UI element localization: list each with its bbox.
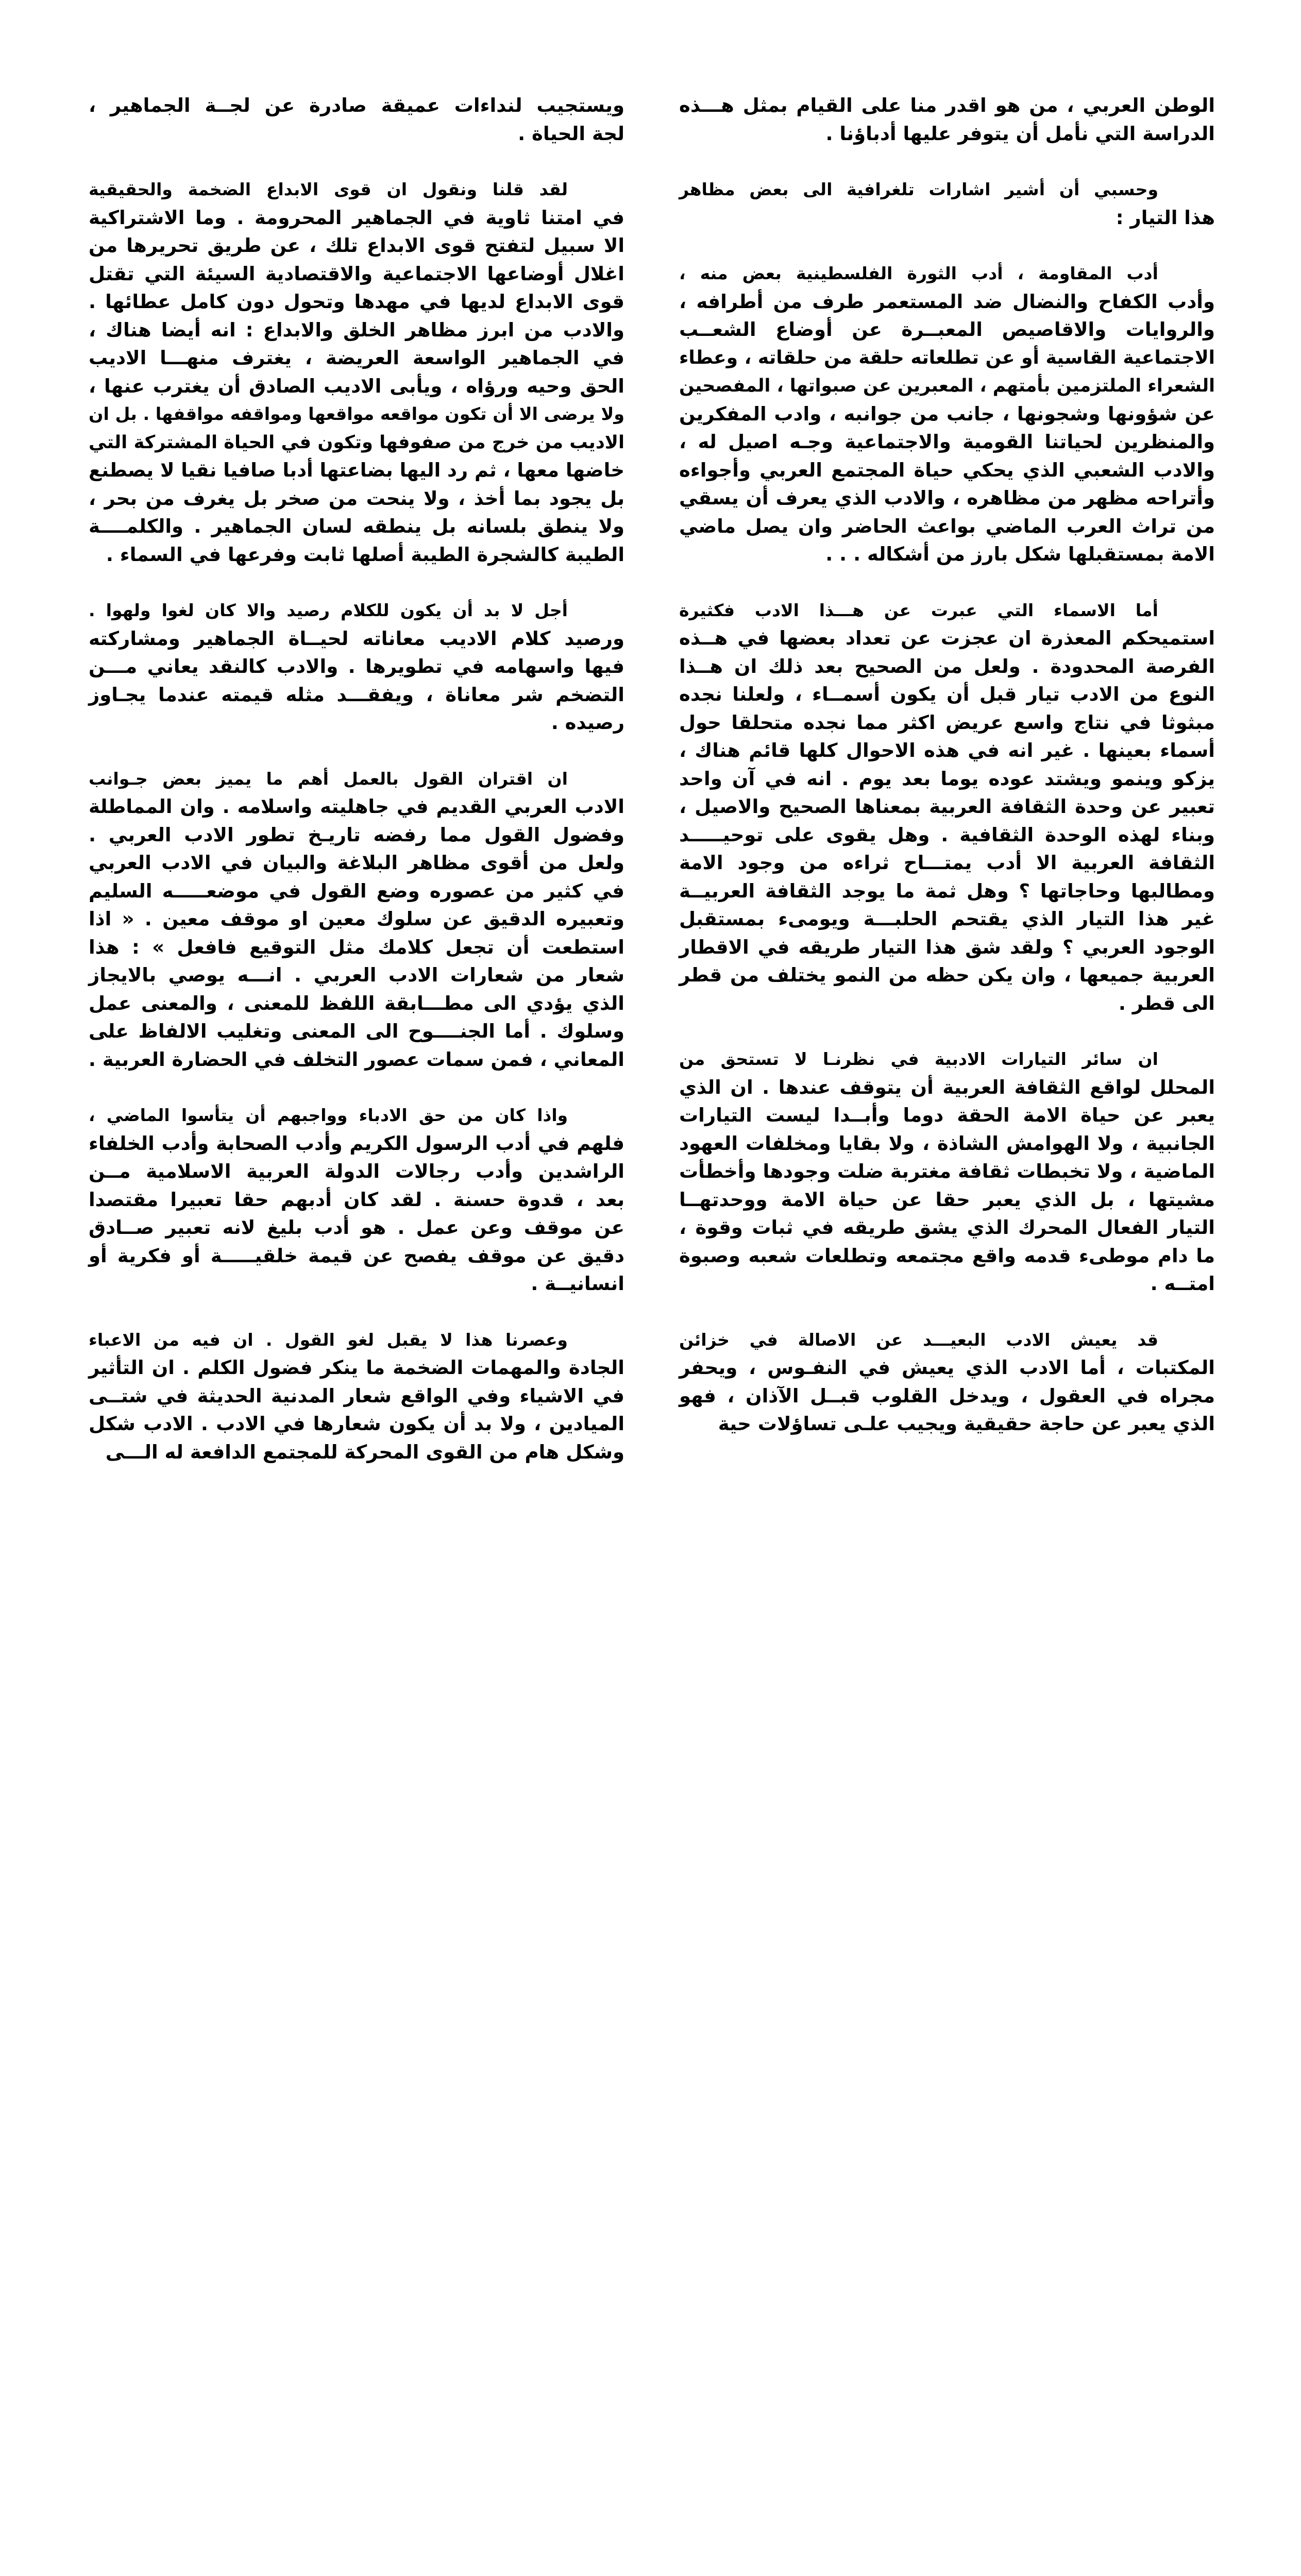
text-line: وأتراحه مظهر من مظاهره ، والادب الذي يعرف أن يسقي — [679, 487, 1215, 509]
text-line: لقد قلنا ونقول ان قوى الابداع الضخمة والحقيقية — [89, 179, 568, 199]
text-line: وحسبي أن أشير اشارات تلغرافية الى بعض مظاهر — [679, 179, 1158, 199]
paragraph — [679, 597, 1215, 1018]
paragraph — [89, 92, 624, 148]
text-line: ولا ينطق بلسانه بل ينطقه لسان الجماهير . والكلمــــة — [89, 515, 624, 537]
right-text-column — [679, 92, 1215, 1466]
text-line: والمنظرين لحياتنا القومية والاجتماعية وجـه اصيل له ، — [679, 431, 1215, 453]
text-line: الا سبيل لتفتح قوى الابداع تلك ، عن طريق تحريرها من — [89, 234, 624, 257]
text-line: والروايات والاقاصيص المعبــرة عن أوضاع الشعــب — [679, 318, 1215, 341]
text-line: بعد ، قدوة حسنة . لقد كان أدبهم حقا تعبيرا مقتصدا — [89, 1188, 624, 1211]
text-line: الاجتماعية القاسية أو عن تطلعاته حلقة من حلقاته ، وعطاء — [679, 347, 1215, 368]
text-line: الحق وحيه ورؤاه ، ويأبى الاديب الصادق أن يغترب عنها ، — [89, 375, 624, 397]
text-line: وتعبيره الدقيق عن سلوك معين او موقف معين . « اذا — [89, 908, 624, 930]
text-line: الجانبية ، ولا الهوامش الشاذة ، ولا بقايا ومخلفات العهود — [679, 1132, 1215, 1155]
paragraph — [89, 597, 624, 737]
text-line: وعصرنا هذا لا يقبل لغو القول . ان فيه من الاعباء — [89, 1329, 568, 1350]
text-line: خاضها معها ، ثم رد اليها بضاعتها أدبا صافيا نقيا لا يصطنع — [89, 459, 624, 481]
text-line: المحلل لواقع الثقافة العربية أن يتوقف عندها . ان الذي — [679, 1076, 1215, 1098]
paragraph — [679, 1045, 1215, 1298]
text-line: أدب المقاومة ، أدب الثورة الفلسطينية بعض منه ، — [679, 263, 1158, 283]
paragraph — [89, 176, 624, 569]
text-line: دقيق عن موقف يفصح عن قيمة خلقيـــــة أو فكرية أو — [89, 1244, 624, 1267]
text-line: ورصيد كلام الاديب معاناته لحيــاة الجماهير ومشاركته — [89, 627, 624, 650]
paragraph — [679, 1326, 1215, 1438]
text-line: الوطن العربي ، من هو اقدر منا على القيام بمثل هـــذه — [679, 94, 1215, 116]
text-line: التضخم شر معاناة ، ويفقـــد مثله قيمته عندما يجـاوز — [89, 683, 624, 706]
text-line: اغلال أوضاعها الاجتماعية والاقتصادية السيئة التي تقتل — [89, 262, 624, 285]
text-line: الذي يعبر عن حاجة حقيقية ويجيب علـى تساؤلات حية — [718, 1413, 1215, 1435]
left-text-column — [89, 92, 624, 1494]
text-line: ومطالبها وحاجاتها ؟ وهل ثمة ما يوجد الثقافة العربيــة — [679, 879, 1215, 902]
text-line: غير هذا التيار الذي يقتحم الحلبـــة ويومىء بمستقبل — [679, 908, 1215, 930]
text-line: يزكو وينمو ويشتد عوده يوما بعد يوم . انه في آن واحد — [679, 767, 1215, 790]
text-line: المكتبات ، أما الادب الذي يعيش في النفـوس ، ويحفر — [679, 1357, 1215, 1379]
text-line: بل يجود بما أخذ ، ولا ينحت من صخر بل يغرف من بحر ، — [89, 487, 624, 510]
page-footer — [0, 1613, 1301, 1654]
text-line: ولا يرضى الا أن تكون مواقعه مواقعها ومواقفه مواقفها . بل ان — [89, 404, 624, 424]
paragraph — [89, 1326, 624, 1467]
text-line: فلهم في أدب الرسول الكريم وأدب الصحابة وأدب الخلفاء — [89, 1132, 624, 1155]
text-line: الذي يؤدي الى مطـــابقة اللفظ للمعنى ، والمعنى عمل — [89, 992, 624, 1014]
text-line: التيار الفعال المحرك الذي يشق طريقه في ثبات وقوة ، — [679, 1216, 1215, 1239]
text-line: الميادين ، ولا بد أن يكون شعارها في الادب . الادب شكل — [89, 1413, 624, 1435]
text-line: مبثوثا في نتاج واسع عريض اكثر مما نجده متحلقا حول — [679, 711, 1215, 734]
text-line: من تراث العرب الماضي بواعث الحاضر وان يصل ماضي — [679, 515, 1215, 537]
text-line: شعار من شعارات الادب العربي . انـــه يوصي بالايجاز — [89, 964, 624, 986]
text-line: امتــه . — [1150, 1273, 1215, 1295]
text-line: أسماء بعينها . غير انه في هذه الاحوال كلها قائم هناك ، — [679, 739, 1215, 761]
text-line: لجة الحياة . — [518, 122, 624, 145]
text-line: الدراسة التي نأمل أن يتوفر عليها أدباؤنا . — [825, 122, 1215, 145]
text-line: واذا كان من حق الادباء وواجبهم أن يتأسوا الماضي ، — [89, 1106, 568, 1125]
text-line: الاديب من خرج من صفوفها وتكون في الحياة المشتركة التي — [89, 431, 624, 453]
text-line: في كثير من عصوره وضع القول في موضعـــــه السليم — [89, 879, 624, 902]
text-line: الماضية ، ولا تخبطات ثقافة مغتربة ضلت وجودها وأخطأت — [679, 1160, 1215, 1182]
text-line: الشعراء الملتزمين بأمتهم ، المعبرين عن صبواتها ، المفصحين — [679, 376, 1215, 396]
text-line: وسلوك . أما الجنــــوح الى المعنى وتغليب الالفاظ على — [89, 1020, 624, 1042]
text-line: ما دام موطىء قدمه واقع مجتمعه وتطلعات شعبه وصبوة — [679, 1244, 1215, 1267]
text-line: الى قطر . — [1118, 992, 1215, 1014]
text-line: الثقافة العربية الا أدب يمتـــاح ثراءه من وجود الامة — [679, 852, 1215, 874]
text-line: انسانيــة . — [531, 1273, 624, 1295]
text-line: الادب العربي القديم في جاهليته واسلامه . وان المماطلة — [89, 795, 624, 818]
text-line: في الاشياء وفي الواقع شعار المدنية الحديثة في شتــى — [89, 1384, 624, 1407]
text-line: في امتنا ثاوية في الجماهير المحرومة . وما الاشتراكية — [89, 206, 624, 229]
text-line: وفضول القول مما رفضه تاريـخ تطور الادب العربي . — [89, 823, 624, 846]
text-line: تعبير عن وحدة الثقافة العربية بمعناها الصحيح والاصيل ، — [679, 795, 1215, 818]
text-line: الوجود العربي ؟ ولقد شق هذا التيار طريقه في الاقطار — [679, 936, 1215, 958]
text-line: الفرصة المحدودة . ولعل من الصحيح بعد ذلك ان هــذا — [679, 655, 1215, 677]
text-line: وبناء لهذه الوحدة الثقافية . وهل يقوى على توحيـــــد — [679, 823, 1215, 846]
paragraph — [679, 260, 1215, 569]
text-line: رصيده . — [551, 711, 624, 734]
text-line: مجراه في العقول ، ويدخل القلوب قبــل الآذان ، فهو — [679, 1384, 1215, 1407]
text-line: استميحكم المعذرة ان عجزت عن تعداد بعضها في هــذه — [679, 627, 1215, 649]
text-line: قوى الابداع لديها في مهدها وتحول دون كامل عطائها . — [89, 291, 624, 313]
text-line: يعبر عن حياة الامة الحقة دوما وأبــدا ليست التيارات — [679, 1104, 1215, 1126]
text-line: العربية جميعها ، وان يكن حظه من النمو يختلف من قطر — [679, 964, 1215, 986]
text-line: والادب من ابرز مظاهر الخلق والابداع : انه أيضا هناك ، — [89, 318, 624, 341]
text-line: الراشدين وأدب رجالات الدولة العربية الاسلامية مــن — [89, 1160, 624, 1182]
text-line: النوع من الادب تيار قبل أن يكون أسمــاء ، ولعلنا نجده — [679, 683, 1215, 705]
text-line: وشكل هام من القوى المحركة للمجتمع الدافعة له الـــى — [105, 1440, 624, 1463]
paragraph — [679, 176, 1215, 232]
text-line: الامة بمستقبلها شكل بارز من أشكاله . . . — [825, 543, 1215, 565]
text-line: المعاني ، فمن سمات عصور التخلف في الحضارة العربية . — [88, 1048, 624, 1071]
paragraph — [679, 92, 1215, 148]
text-line: ان اقتران القول بالعمل أهم ما يميز بعض جـوانب — [89, 768, 568, 789]
text-line: والادب الشعبي الذي يحكي حياة المجتمع العربي وأجواءه — [679, 459, 1215, 481]
text-line: أما الاسماء التي عبرت عن هـــذا الادب فكثيرة — [679, 600, 1158, 620]
text-line: استطعت أن تجعل كلامك مثل التوقيع فافعل » : هذا — [89, 936, 624, 958]
text-line: مشيتها ، بل الذي يعبر حقا عن حياة الامة ووحدتهــا — [679, 1188, 1215, 1211]
text-line: عن موقف وعن عمل . هو أدب بليغ لانه تعبير صــادق — [89, 1216, 624, 1239]
text-line: وأدب الكفاح والنضال ضد المستعمر طرف من أطرافه ، — [679, 290, 1215, 313]
text-line: الجادة والمهمات الضخمة ما ينكر فضول الكلم . ان التأثير — [89, 1357, 624, 1379]
text-line: هذا التيار : — [1116, 206, 1215, 229]
text-line: قد يعيش الادب البعيـــد عن الاصالة في خزائن — [679, 1329, 1158, 1350]
text-line: عن شؤونها وشجونها ، جانب من جوانبه ، وادب المفكرين — [679, 402, 1215, 425]
text-line: في الجماهير الواسعة العريضة ، يغترف منهـــا الاديب — [89, 347, 624, 369]
paragraph — [89, 1101, 624, 1298]
text-line: ولعل من أقوى مظاهر البلاغة والبيان في الادب العربي — [89, 852, 624, 874]
text-line: الطيبة كالشجرة الطيبة أصلها ثابت وفرعها في السماء . — [106, 543, 624, 566]
text-line: ان سائر التيارات الادبية في نظرنـا لا تستحق من — [679, 1049, 1158, 1069]
text-line: ويستجيب لنداءات عميقة صادرة عن لجــة الجماهير ، — [89, 94, 624, 116]
paragraph — [89, 765, 624, 1074]
text-line: فيها واسهامه في تطويرها . والادب كالنقد يعاني مـــن — [89, 655, 624, 677]
text-line: أجل لا بد أن يكون للكلام رصيد والا كان لغوا ولهوا . — [89, 600, 568, 620]
